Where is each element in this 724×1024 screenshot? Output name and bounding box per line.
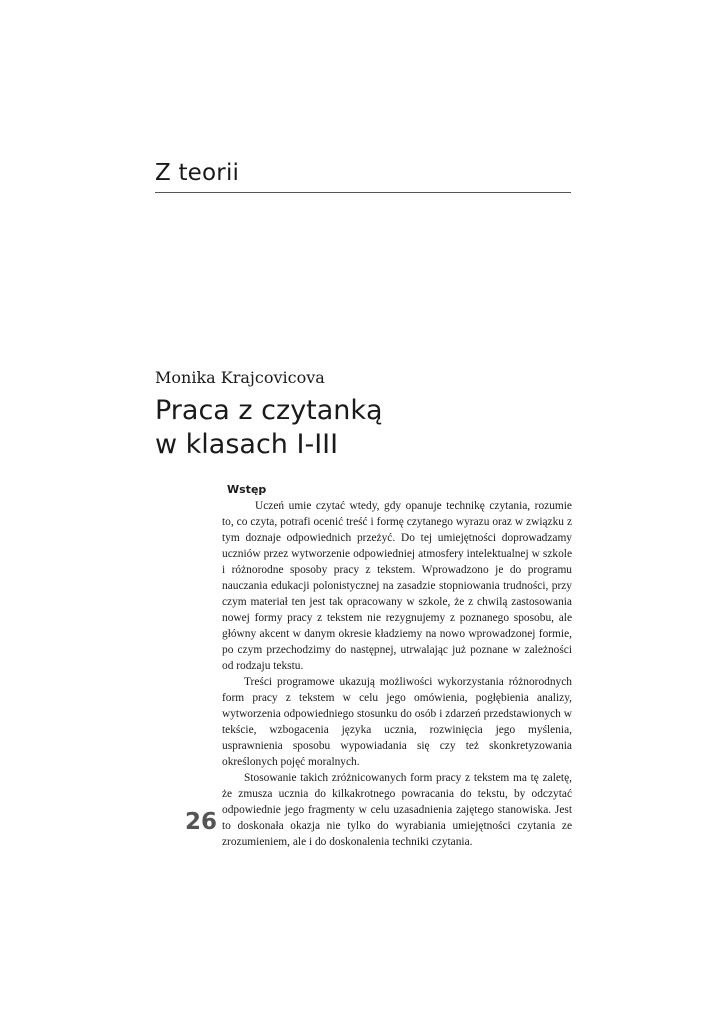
article-author: Monika Krajcovicova bbox=[155, 368, 325, 387]
paragraph: Treści programowe ukazują możliwości wykorzystania różnorodnych form pracy z tekstem w celu jego omówienia, pogłębienia analizy, wytworzenia odpowiedniego stosunku do osób i zdarzeń przedstawionych w tekście, wzbogacenia języka ucznia, rozwinięcia jego myślenia, usprawnienia sposobu wypowiadania się czy też skonkretyzowania określonych pojęć moralnych. bbox=[222, 676, 572, 768]
subheading: Wstęp bbox=[227, 483, 267, 496]
article-title-line-2: w klasach I-III bbox=[155, 429, 339, 460]
article-title-line-1: Praca z czytanką bbox=[155, 395, 383, 426]
section-title: Z teorii bbox=[155, 160, 240, 186]
paragraph: Uczeń umie czytać wtedy, gdy opanuje technikę czytania, rozumie to, co czyta, potrafi ocenić treść i formę czytanego wyrazu oraz w związku z tym doznaje odpowiednich przeżyć. Do tej umiejętności doprowadzamy uczniów przez wytworzenie odpowiedniej atmosfery intelektualnej w szkole i różnorodne sposoby pracy z tekstem. Wprowadzono je do programu nauczania edukacji polonistycznej na zasadzie stopniowania trudności, przy czym materiał ten jest tak opracowany w szkole, że z chwilą zastosowania nowej formy pracy z tekstem nie rezygnujemy z poznanego sposobu, ale główny akcent w danym okresie kładziemy na nowo wprowadzonej formie, po czym przechodzimy do następnej, utrwalając już poznane w zależności od rodzaju tekstu. bbox=[222, 500, 572, 672]
page-number: 26 bbox=[185, 809, 218, 835]
article-body bbox=[222, 482, 572, 850]
section-divider bbox=[155, 192, 571, 193]
paragraph: Stosowanie takich zróżnicowanych form pracy z tekstem ma tę zaletę, że zmusza ucznia do kilkakrotnego powracania do tekstu, by odczytać odpowiednie jego fragmenty w celu uzasadnienia zajętego stanowiska. Jest to doskonała okazja nie tylko do wyrabiania umiejętności czytania ze zrozumieniem, ale i do doskonalenia techniki czytania. bbox=[222, 772, 572, 848]
article-title bbox=[155, 394, 383, 462]
